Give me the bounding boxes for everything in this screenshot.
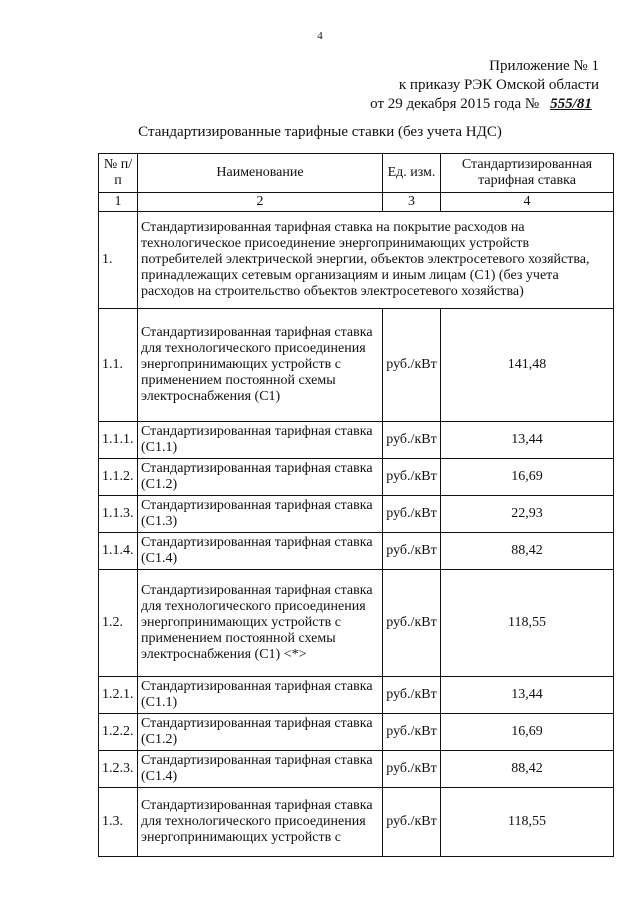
row-unit: руб./кВт [383,788,441,857]
order-number-handwritten: 555/81 [550,96,592,112]
appendix-date: от 29 декабря 2015 года № [370,96,540,112]
column-index: 1 [99,193,138,212]
row-name: Стандартизированная тарифная ставка (С1.2) [138,459,383,496]
row-name: Стандартизированная тарифная ставка для технологического присоединения энергопринимающих устройств с применением постоянной схемы электроснабжения (С1) <*> [138,570,383,677]
row-rate: 16,69 [441,714,614,751]
table-row [99,677,614,714]
row-rate: 88,42 [441,533,614,570]
table-header-row [99,154,614,193]
table-row [99,714,614,751]
appendix-title: Приложение № 1 [489,58,599,74]
row-rate: 141,48 [441,309,614,422]
row-number: 1.1.1. [99,422,138,459]
row-rate: 22,93 [441,496,614,533]
column-index: 4 [441,193,614,212]
column-index: 3 [383,193,441,212]
row-number: 1.2.2. [99,714,138,751]
table-row [99,309,614,422]
row-number: 1.1. [99,309,138,422]
row-name: Стандартизированная тарифная ставка (С1.4) [138,751,383,788]
row-number: 1.2.1. [99,677,138,714]
row-number: 1.2. [99,570,138,677]
row-name: Стандартизированная тарифная ставка для технологического присоединения энергопринимающих устройств с [138,788,383,857]
header-rate: Стандартизированная тарифная ставка [441,154,614,193]
row-unit: руб./кВт [383,496,441,533]
table-row [99,459,614,496]
row-number: 1.1.2. [99,459,138,496]
document-title: Стандартизированные тарифные ставки (без учета НДС) [138,124,502,140]
row-name: Стандартизированная тарифная ставка (С1.4) [138,533,383,570]
row-number: 1.2.3. [99,751,138,788]
table-row [99,422,614,459]
table-row [99,570,614,677]
column-index: 2 [138,193,383,212]
table-row [99,788,614,857]
row-name: Стандартизированная тарифная ставка (С1.3) [138,496,383,533]
row-unit: руб./кВт [383,533,441,570]
row-name: Стандартизированная тарифная ставка (С1.1) [138,677,383,714]
row-unit: руб./кВт [383,677,441,714]
appendix-order-ref: к приказу РЭК Омской области [398,77,599,93]
row-name: Стандартизированная тарифная ставка (С1.1) [138,422,383,459]
row-unit: руб./кВт [383,309,441,422]
table-row [99,533,614,570]
row-unit: руб./кВт [383,714,441,751]
table-row [99,496,614,533]
tariff-table [98,153,614,857]
row-rate: 16,69 [441,459,614,496]
section-number: 1. [99,212,138,309]
column-index-row [99,193,614,212]
row-number: 1.1.4. [99,533,138,570]
row-unit: руб./кВт [383,570,441,677]
section-row [99,212,614,309]
row-number: 1.3. [99,788,138,857]
row-rate: 88,42 [441,751,614,788]
appendix-header [370,57,599,114]
row-rate: 13,44 [441,422,614,459]
row-rate: 13,44 [441,677,614,714]
row-unit: руб./кВт [383,459,441,496]
header-name: Наименование [138,154,383,193]
section-description: Стандартизированная тарифная ставка на покрытие расходов на технологическое присоединение энергопринимающих устройств потребителей электрической энергии, объектов электросетевого хозяйства, принадлежащих сетевым организациям и иным лицам (С1) (без учета расходов на строительство объектов электросетевого хозяйства) [138,212,614,309]
row-unit: руб./кВт [383,422,441,459]
appendix-date-line [370,95,599,114]
page-number: 4 [317,30,323,42]
table-row [99,751,614,788]
row-rate: 118,55 [441,788,614,857]
row-name: Стандартизированная тарифная ставка для технологического присоединения энергопринимающих устройств с применением постоянной схемы электроснабжения (С1) [138,309,383,422]
row-unit: руб./кВт [383,751,441,788]
row-number: 1.1.3. [99,496,138,533]
row-name: Стандартизированная тарифная ставка (С1.2) [138,714,383,751]
header-number: № п/п [99,154,138,193]
header-unit: Ед. изм. [383,154,441,193]
row-rate: 118,55 [441,570,614,677]
